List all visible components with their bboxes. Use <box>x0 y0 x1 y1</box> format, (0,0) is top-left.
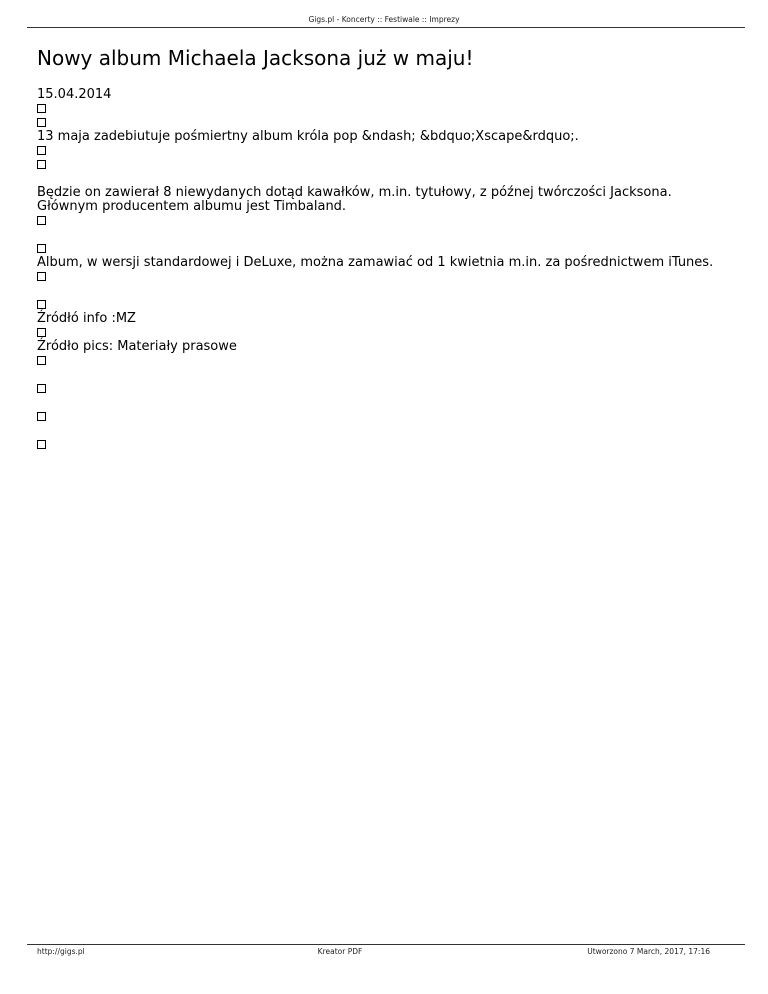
missing-glyph-box <box>37 440 46 449</box>
footer-url[interactable]: http://gigs.pl <box>37 947 85 956</box>
missing-glyph-box <box>37 118 46 127</box>
footer-divider <box>27 944 745 945</box>
missing-glyph-box <box>37 384 46 393</box>
missing-glyph-box <box>37 160 46 169</box>
missing-glyph-box <box>37 272 46 281</box>
source-pics: Źródło pics: Materiały prasowe <box>37 339 237 354</box>
missing-glyph-box <box>37 356 46 365</box>
missing-glyph-box <box>37 216 46 225</box>
page-header: Gigs.pl - Koncerty :: Festiwale :: Imprezy <box>308 15 460 24</box>
paragraph-1: 13 maja zadebiutuje pośmiertny album króla pop &ndash; &bdquo;Xscape&rdquo;. <box>37 129 579 144</box>
missing-glyph-box <box>37 300 46 309</box>
header-divider <box>27 27 745 28</box>
missing-glyph-box <box>37 244 46 253</box>
article-body <box>37 88 737 452</box>
missing-glyph-box <box>37 146 46 155</box>
paragraph-2-line-1: Będzie on zawierał 8 niewydanych dotąd kawałków, m.in. tytułowy, z późnej twórczości Jacksona. <box>37 185 672 200</box>
article-title: Nowy album Michaela Jacksona już w maju! <box>37 46 474 71</box>
paragraph-2-line-2: Głównym producentem albumu jest Timbaland. <box>37 199 347 214</box>
missing-glyph-box <box>37 412 46 421</box>
footer-created: Utworzono 7 March, 2017, 17:16 <box>587 947 710 956</box>
missing-glyph-box <box>37 104 46 113</box>
paragraph-3: Album, w wersji standardowej i DeLuxe, można zamawiać od 1 kwietnia m.in. za pośrednictwem iTunes. <box>37 255 714 270</box>
footer-generator: Kreator PDF <box>317 947 363 956</box>
source-info: Źródłó info :MZ <box>37 311 136 326</box>
missing-glyph-box <box>37 328 46 337</box>
article-date: 15.04.2014 <box>37 87 112 102</box>
